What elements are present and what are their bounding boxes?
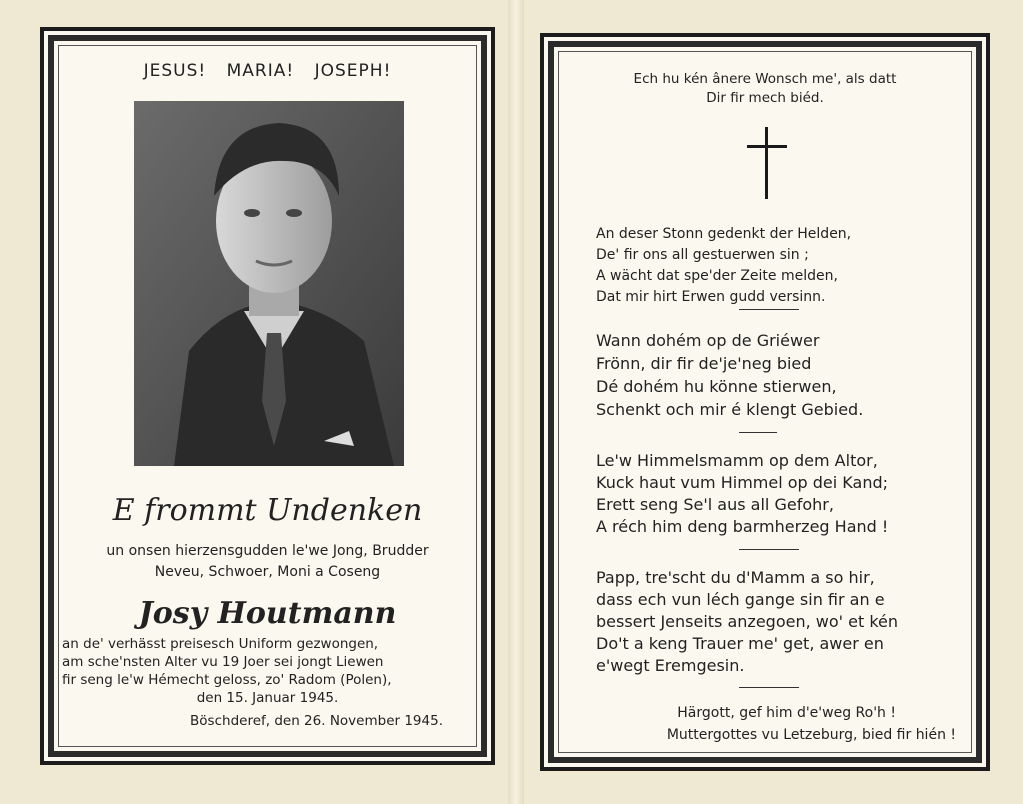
memorial-title: E frommt Undenken [112, 493, 423, 528]
divider [739, 309, 799, 310]
holy-names-heading [44, 61, 491, 81]
verse-2 [596, 329, 956, 421]
verse-line: De' fir ons all gestuerwen sin ; [596, 247, 809, 263]
verse-1 [596, 224, 956, 308]
heading-jesus: JESUS! [143, 61, 207, 81]
memorial-card-right [540, 33, 990, 771]
place-date: Böschderef, den 26. November 1945. [190, 713, 443, 729]
circumstances-line: fir seng le'w Hémecht geloss, zo' Radom (Polen), [62, 672, 392, 688]
wish-text [544, 70, 986, 108]
circumstances-line: am sche'nsten Alter vu 19 Joer sei jongt Liewen [62, 654, 384, 670]
circumstances-text [62, 635, 473, 707]
verse-line: dass ech vun léch gange sin fir an e [596, 590, 885, 609]
verse-line: e'wegt Eremgesin. [596, 656, 745, 675]
circumstances-line: an de' verhässt preisesch Uniform gezwongen, [62, 636, 379, 652]
verse-3 [596, 450, 956, 538]
wish-line: Ech hu kén ânere Wonsch me', als datt [633, 71, 897, 87]
memorial-card-left [40, 27, 495, 765]
card-fold [508, 0, 524, 804]
verse-line: A réch him deng barmherzeg Hand ! [596, 517, 889, 536]
wish-line: Dir fir mech biéd. [706, 90, 824, 106]
verse-line: Erett seng Se'l aus all Gefohr, [596, 495, 834, 514]
closing-line: Härgott, gef him d'e'weg Ro'h ! [677, 705, 896, 721]
verse-line: Dat mir hirt Erwen gudd versinn. [596, 289, 826, 305]
heading-maria: MARIA! [226, 61, 295, 81]
dedication-line: Neveu, Schwoer, Moni a Coseng [154, 564, 381, 580]
verse-4 [596, 567, 956, 677]
closing-prayer [544, 702, 986, 746]
verse-line: An deser Stonn gedenkt der Helden, [596, 226, 852, 242]
dedication-text [44, 541, 491, 583]
verse-line: Papp, tre'scht du d'Mamm a so hir, [596, 568, 875, 587]
heading-joseph: JOSEPH! [314, 61, 392, 81]
portrait-photo [134, 101, 404, 466]
closing-line: Muttergottes vu Letzeburg, bied fir hién ! [666, 727, 956, 743]
verse-line: Do't a keng Trauer me' get, awer en [596, 634, 884, 653]
verse-line: Wann dohém op de Griéwer [596, 331, 820, 350]
verse-line: bessert Jenseits anzegoen, wo' et kén [596, 612, 899, 631]
verse-line: A wächt dat spe'der Zeite melden, [596, 268, 838, 284]
verse-line: Schenkt och mir é klengt Gebied. [596, 400, 864, 419]
cross-icon [747, 127, 787, 203]
divider [739, 432, 777, 433]
verse-line: Le'w Himmelsmamm op dem Altor, [596, 451, 878, 470]
divider [739, 549, 799, 550]
circumstances-line: den 15. Januar 1945. [196, 690, 339, 706]
verse-line: Kuck haut vum Himmel op dei Kand; [596, 473, 888, 492]
deceased-name: Josy Houtmann [138, 596, 397, 631]
divider [739, 687, 799, 688]
dedication-line: un onsen hierzensgudden le'we Jong, Brudder [106, 543, 429, 559]
verse-line: Frönn, dir fir de'je'neg bied [596, 354, 812, 373]
verse-line: Dé dohém hu könne stierwen, [596, 377, 837, 396]
